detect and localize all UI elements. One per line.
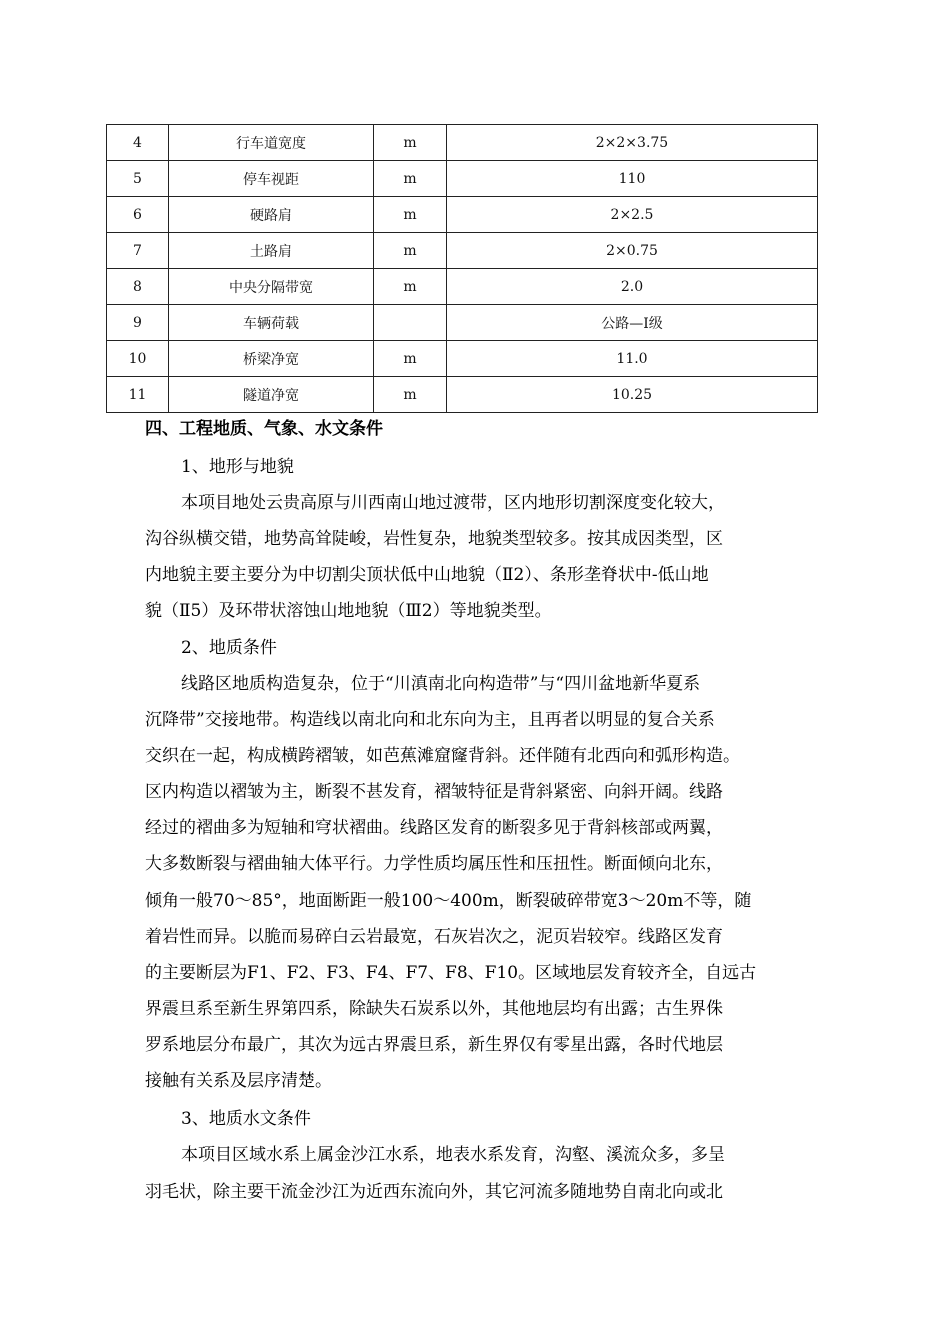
subheading-terrain: 1、地形与地貌 — [181, 457, 294, 477]
item-name-cell: 行车道宽度 — [169, 125, 374, 161]
row-number-cell: 10 — [107, 341, 169, 377]
value-cell: 10.25 — [447, 377, 818, 413]
paragraph-line: 着岩性而异。以脆而易碎白云岩最宽，石灰岩次之，泥页岩较窄。线路区发育 — [145, 927, 723, 947]
item-name-cell: 桥梁净宽 — [169, 341, 374, 377]
paragraph-line: 经过的褶曲多为短轴和穹状褶曲。线路区发育的断裂多见于背斜核部或两翼， — [145, 818, 723, 838]
paragraph-line: 羽毛状，除主要干流金沙江为近西东流向外，其它河流多随地势自南北向或北 — [145, 1182, 723, 1202]
paragraph-line: 接触有关系及层序清楚。 — [145, 1071, 332, 1091]
subheading-geology: 2、地质条件 — [181, 638, 277, 658]
paragraph-line: 本项目地处云贵高原与川西南山地过渡带，区内地形切割深度变化较大， — [181, 493, 725, 513]
unit-cell: m — [374, 377, 447, 413]
table-row — [107, 269, 818, 305]
unit-cell: m — [374, 197, 447, 233]
value-cell: 公路—Ⅰ级 — [447, 305, 818, 341]
paragraph-line: 的主要断层为F1、F2、F3、F4、F7、F8、F10。区域地层发育较齐全，自远古 — [145, 963, 757, 983]
item-name-cell: 隧道净宽 — [169, 377, 374, 413]
paragraph-line: 线路区地质构造复杂，位于“川滇南北向构造带”与“四川盆地新华夏系 — [181, 674, 701, 694]
unit-cell: m — [374, 269, 447, 305]
paragraph-line: 交织在一起，构成横跨褶皱，如芭蕉滩窟窿背斜。还伴随有北西向和弧形构造。 — [145, 746, 740, 766]
row-number-cell: 4 — [107, 125, 169, 161]
value-cell: 2.0 — [447, 269, 818, 305]
unit-cell: m — [374, 233, 447, 269]
section-heading: 四、工程地质、气象、水文条件 — [145, 419, 383, 439]
item-name-cell: 土路肩 — [169, 233, 374, 269]
unit-cell: m — [374, 341, 447, 377]
paragraph-line: 倾角一般70～85°，地面断距一般100～400m，断裂破碎带宽3～20m不等，随 — [145, 891, 752, 911]
paragraph-line: 本项目区域水系上属金沙江水系，地表水系发育，沟壑、溪流众多，多呈 — [181, 1145, 725, 1165]
paragraph-line: 区内构造以褶皱为主，断裂不甚发育，褶皱特征是背斜紧密、向斜开阔。线路 — [145, 782, 723, 802]
table-row — [107, 341, 818, 377]
item-name-cell: 中央分隔带宽 — [169, 269, 374, 305]
row-number-cell: 5 — [107, 161, 169, 197]
item-name-cell: 车辆荷载 — [169, 305, 374, 341]
unit-cell: m — [374, 125, 447, 161]
value-cell: 2×2.5 — [447, 197, 818, 233]
spec-table — [106, 124, 818, 413]
value-cell: 110 — [447, 161, 818, 197]
paragraph-line: 界震旦系至新生界第四系，除缺失石炭系以外，其他地层均有出露；古生界侏 — [145, 999, 723, 1019]
row-number-cell: 7 — [107, 233, 169, 269]
paragraph-line: 沟谷纵横交错，地势高耸陡峻，岩性复杂，地貌类型较多。按其成因类型，区 — [145, 529, 723, 549]
paragraph-line: 内地貌主要主要分为中切割尖顶状低中山地貌（Ⅱ2）、条形垄脊状中-低山地 — [145, 565, 709, 585]
paragraph-line: 沉降带”交接地带。构造线以南北向和北东向为主，且再者以明显的复合关系 — [145, 710, 715, 730]
paragraph-line: 大多数断裂与褶曲轴大体平行。力学性质均属压性和压扭性。断面倾向北东， — [145, 854, 723, 874]
table-row — [107, 233, 818, 269]
table-row — [107, 161, 818, 197]
row-number-cell: 6 — [107, 197, 169, 233]
item-name-cell: 停车视距 — [169, 161, 374, 197]
value-cell: 2×0.75 — [447, 233, 818, 269]
value-cell: 2×2×3.75 — [447, 125, 818, 161]
paragraph-line: 貌（Ⅱ5）及环带状溶蚀山地地貌（Ⅲ2）等地貌类型。 — [145, 601, 552, 621]
paragraph-line: 罗系地层分布最广，其次为远古界震旦系，新生界仅有零星出露，各时代地层 — [145, 1035, 723, 1055]
value-cell: 11.0 — [447, 341, 818, 377]
row-number-cell: 9 — [107, 305, 169, 341]
row-number-cell: 11 — [107, 377, 169, 413]
spec-table-body — [107, 125, 818, 413]
table-row — [107, 125, 818, 161]
unit-cell: m — [374, 161, 447, 197]
table-row — [107, 305, 818, 341]
unit-cell — [374, 305, 447, 341]
table-row — [107, 197, 818, 233]
item-name-cell: 硬路肩 — [169, 197, 374, 233]
table-row — [107, 377, 818, 413]
row-number-cell: 8 — [107, 269, 169, 305]
subheading-hydrogeology: 3、地质水文条件 — [181, 1109, 311, 1129]
